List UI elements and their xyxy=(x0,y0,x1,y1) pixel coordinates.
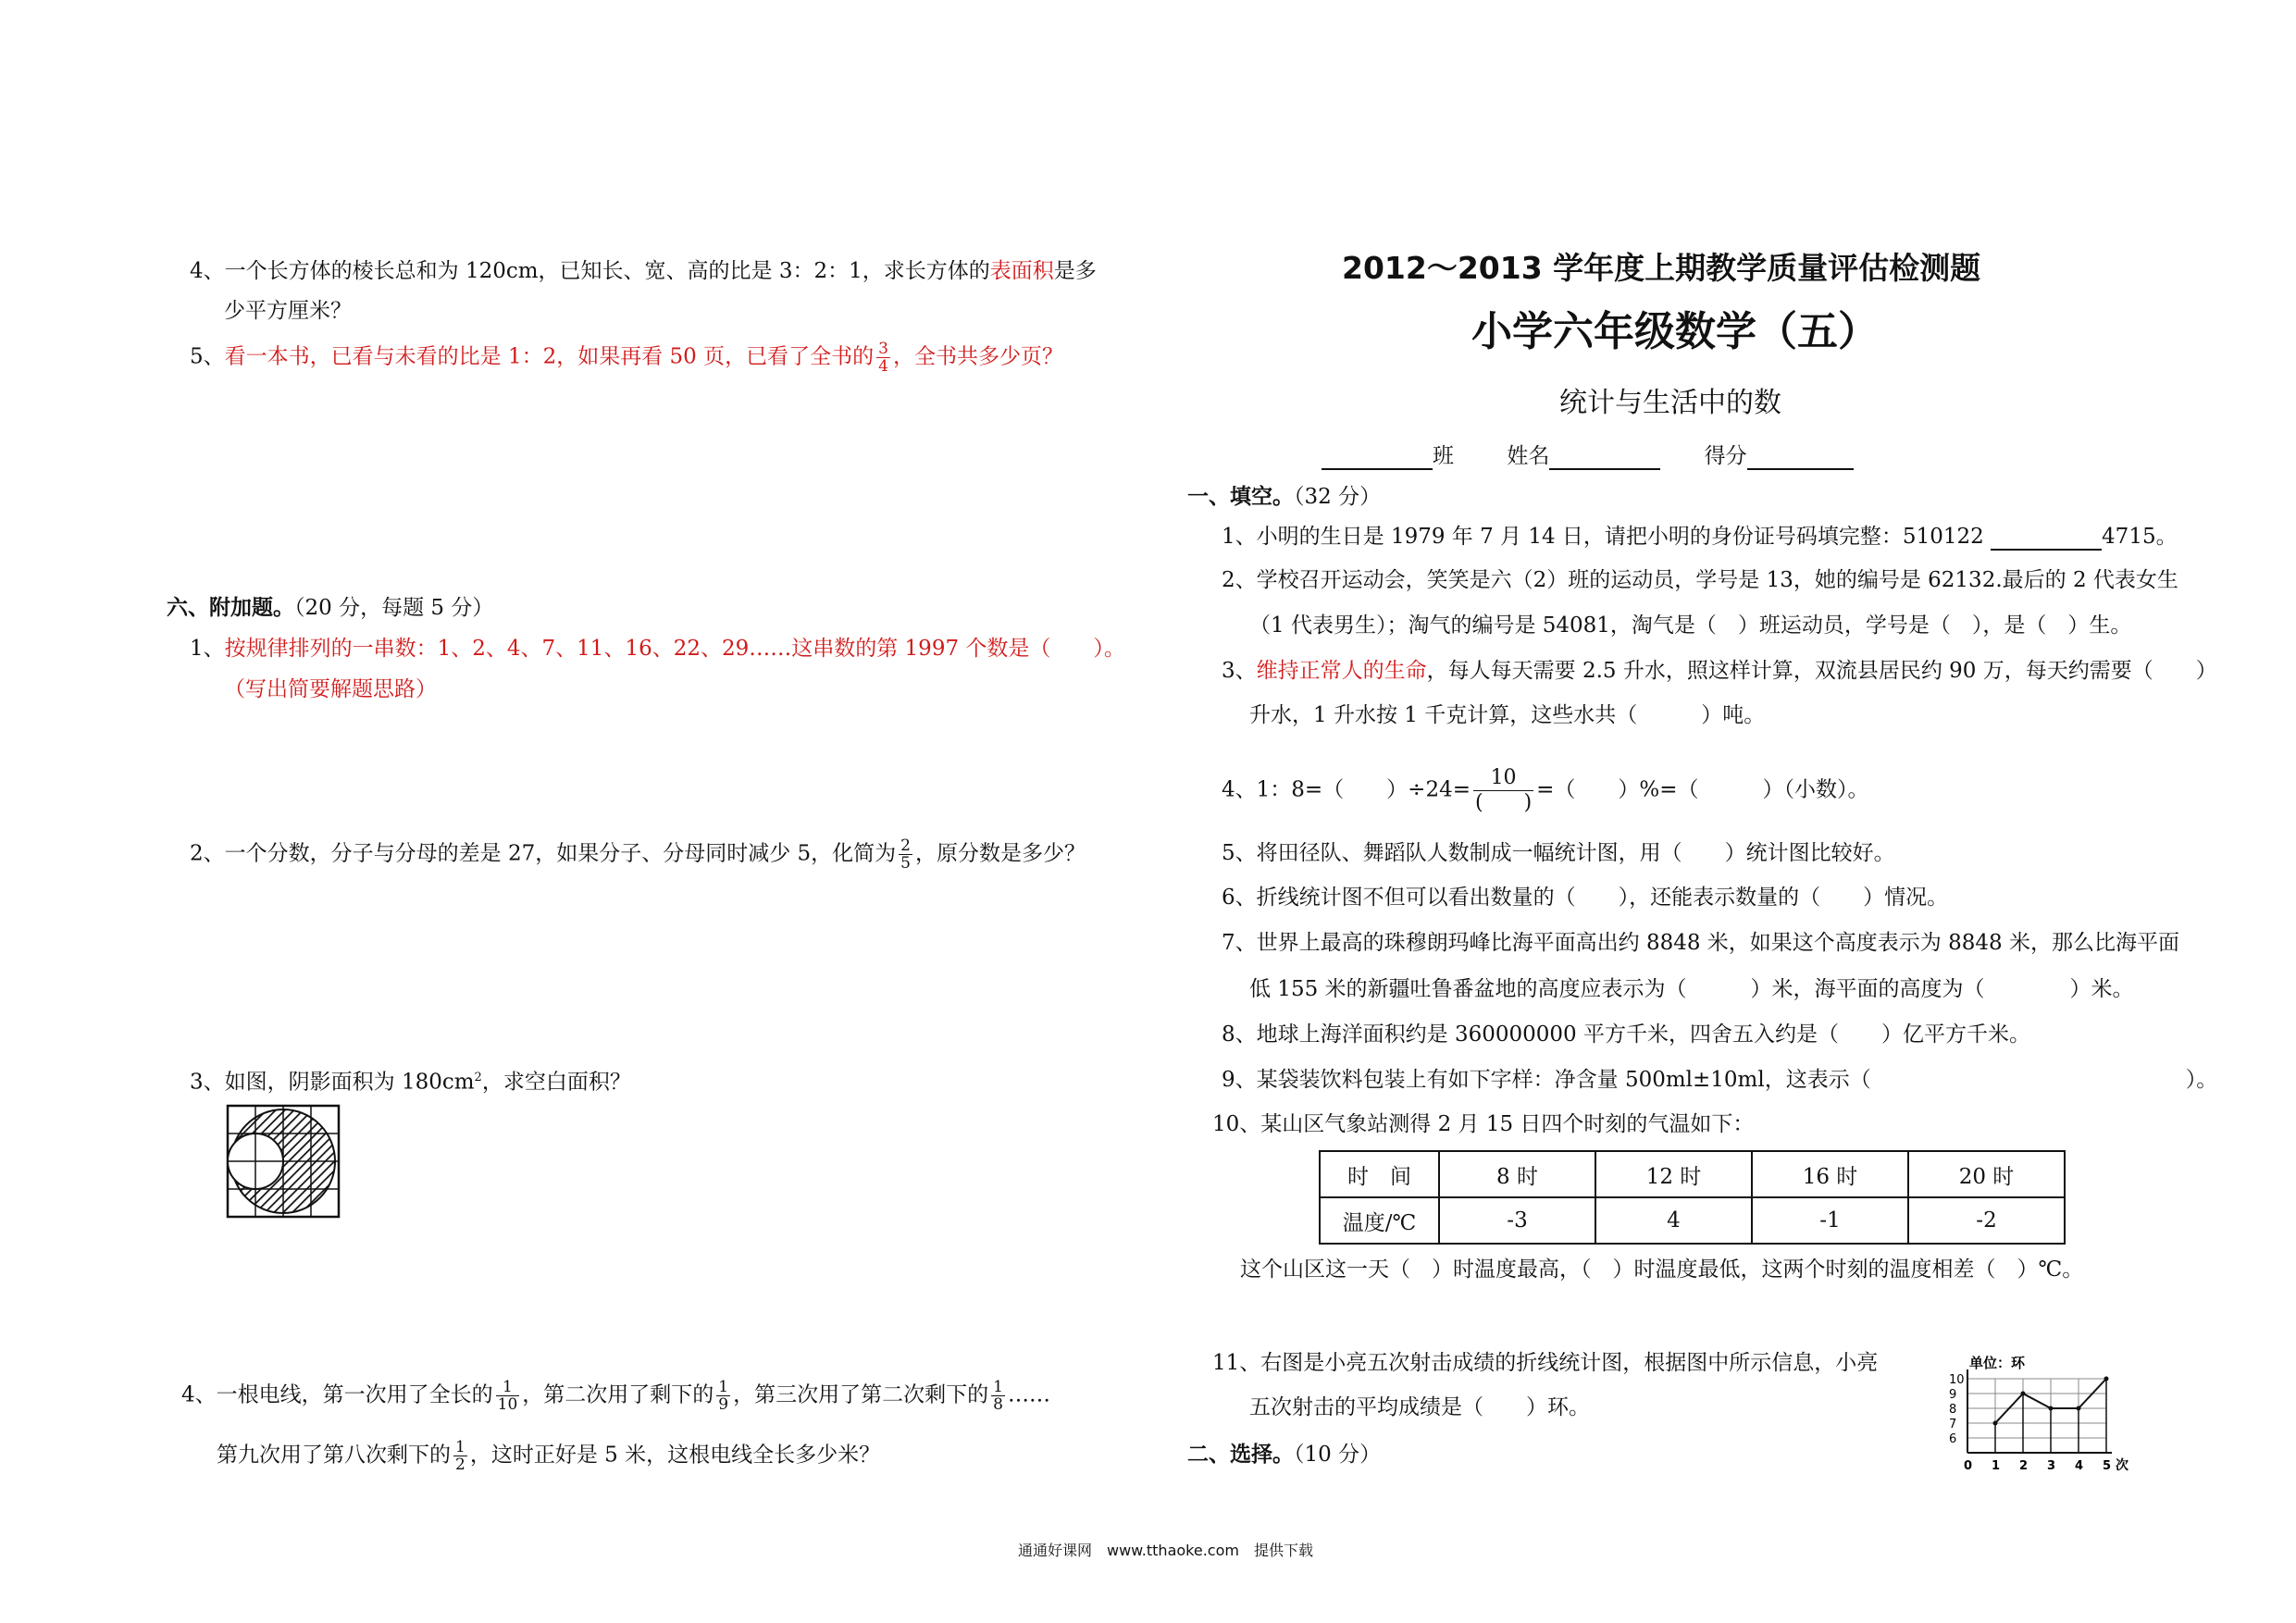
y-tick-label: 9 xyxy=(1949,1388,1957,1402)
x-tick-label: 2 xyxy=(2019,1459,2029,1473)
data-point xyxy=(2021,1392,2026,1396)
table-row: 时 间 8 时 12 时 16 时 20 时 xyxy=(1320,1151,2065,1197)
chart-title: 单位：环 xyxy=(1969,1355,2026,1371)
data-point xyxy=(2077,1406,2081,1411)
section-6-heading: 六、附加题。（20 分，每题 5 分） xyxy=(167,596,494,620)
question-4-line2: 少平方厘米？ xyxy=(224,299,352,323)
temperature-table xyxy=(1319,1150,2066,1245)
section-1-heading: 一、填空。（32 分） xyxy=(1187,485,1382,509)
fill-question-2-line2: （1 代表男生）；淘气的编号是 54081，淘气是（ ）班运动员，学号是（ ），是（ ）生。 xyxy=(1249,613,2132,638)
bonus-question-2: 2、一个分数，分子与分母的差是 27，如果分子、分母同时减少 5，化简为 $\frac{2}{5}$ ，原分数是多少？ xyxy=(190,836,1086,873)
bonus-question-1: 1、按规律排列的一串数：1、2、4、7、11、16、22、29……这串数的第 1997 个数是（ ）。 xyxy=(190,637,1125,661)
table-row: 温度/℃ -3 4 -1 -2 xyxy=(1320,1197,2065,1244)
fill-question-10: 10、某山区气象站测得 2 月 15 日四个时刻的气温如下： xyxy=(1212,1112,1755,1136)
fill-question-1: 1、小明的生日是 1979 年 7 月 14 日，请把小明的身份证号码填完整：510122 4715。 xyxy=(1222,525,2178,549)
section-2-heading: 二、选择。（10 分） xyxy=(1187,1443,1382,1467)
x-axis-label: 次 xyxy=(2116,1458,2128,1473)
fill-question-4: 4、1：8=（ ）÷24= $\frac{10}{( )}$ =（ ）%=（ ）（小数）。 xyxy=(1222,766,1869,814)
unit-topic: 统计与生活中的数 xyxy=(1559,387,1781,419)
fill-question-6: 6、折线统计图不但可以看出数量的（ ），还能表示数量的（ ）情况。 xyxy=(1222,886,1949,910)
data-point xyxy=(2049,1406,2054,1411)
student-info: 班 姓名 得分 xyxy=(1322,442,1854,470)
x-tick-label: 1 xyxy=(1992,1459,2001,1473)
x-tick-label: 0 xyxy=(1964,1459,1973,1473)
fill-question-7-line2: 低 155 米的新疆吐鲁番盆地的高度应表示为（ ）米，海平面的高度为（ ）米。 xyxy=(1249,977,2134,1001)
fill-question-2: 2、学校召开运动会，笑笑是六（2）班的运动员，学号是 13，她的编号是 62132.最后的 2 代表女生 xyxy=(1222,568,2178,592)
fill-question-9: 9、某袋装饮料包装上有如下字样：净含量 500ml±10ml，这表示（ ）。 xyxy=(1222,1068,2218,1092)
fill-question-8: 8、地球上海洋面积约是 360000000 平方千米，四舍五入约是（ ）亿平方千米。 xyxy=(1222,1022,2030,1047)
fill-question-11: 11、右图是小亮五次射击成绩的折线统计图，根据图中所示信息，小亮 xyxy=(1212,1351,1879,1375)
bonus-question-4-line2: 第九次用了第八次剩下的 $\frac{1}{2}$ ，这时正好是 5 米，这根电线全长多少米？ xyxy=(217,1438,881,1474)
fraction-3-4: $\frac{3}{4}$ xyxy=(878,340,888,376)
bonus-question-3: 3、如图，阴影面积为 $180cm^2$，求空白面积？ xyxy=(190,1070,631,1095)
fill-question-11-line2: 五次射击的平均成绩是（ ）环。 xyxy=(1249,1395,1590,1419)
x-tick-label: 5 xyxy=(2103,1459,2112,1473)
fill-question-7: 7、世界上最高的珠穆朗玛峰比海平面高出约 8848 米，如果这个高度表示为 8848 米，那么比海平面 xyxy=(1222,931,2179,955)
exam-title: 2012～2013 学年度上期教学质量评估检测题 xyxy=(1342,250,1981,286)
fill-question-3: 3、维持正常人的生命，每人每天需要 2.5 升水，照这样计算，双流县居民约 90 万，每天约需要（ ） xyxy=(1222,659,2217,683)
question-4: 4、一个长方体的棱长总和为 120cm，已知长、宽、高的比是 3：2：1，求长方体的表面积是多 xyxy=(190,259,1097,283)
footer-credit: 通通好课网 www.tthaoke.com 提供下载 xyxy=(1018,1542,1313,1559)
fraction-2-5: $\frac{2}{5}$ xyxy=(900,836,911,873)
y-tick-label: 6 xyxy=(1949,1432,1957,1446)
exam-subtitle: 小学六年级数学（五） xyxy=(1471,308,1879,355)
y-tick-label: 7 xyxy=(1949,1418,1957,1431)
data-point xyxy=(2104,1377,2109,1381)
name-blank[interactable] xyxy=(1549,446,1660,470)
score-blank[interactable] xyxy=(1747,446,1854,470)
bonus-question-4: 4、一根电线，第一次用了全长的 $\frac{1}{10}$ ，第二次用了剩下的 $\frac{1}{9}$ ，第三次用了第二次剩下的 $\frac{1}{8}$ …… xyxy=(181,1378,1050,1414)
fill-question-10-after: 这个山区这一天（ ）时温度最高，（ ）时温度最低，这两个时刻的温度相差（ ）℃。 xyxy=(1240,1258,2084,1282)
y-tick-label: 10 xyxy=(1949,1373,1965,1387)
fill-question-3-line2: 升水，1 升水按 1 千克计算，这些水共（ ）吨。 xyxy=(1249,703,1766,727)
x-tick-label: 4 xyxy=(2075,1459,2084,1473)
data-point xyxy=(1993,1421,1998,1426)
bonus-question-1-note: （写出简要解题思路） xyxy=(224,677,437,701)
shaded-circle-figure xyxy=(226,1104,341,1219)
question-5: 5、看一本书，已看与未看的比是 1：2，如果再看 50 页，已看了全书的 $\frac{3}{4}$ ，全书共多少页？ xyxy=(190,340,1063,376)
shooting-score-chart xyxy=(1934,1316,2156,1473)
fill-question-5: 5、将田径队、舞蹈队人数制成一幅统计图，用（ ）统计图比较好。 xyxy=(1222,841,1895,865)
x-tick-label: 3 xyxy=(2047,1459,2056,1473)
y-tick-label: 8 xyxy=(1949,1403,1957,1417)
class-blank[interactable] xyxy=(1322,446,1433,470)
